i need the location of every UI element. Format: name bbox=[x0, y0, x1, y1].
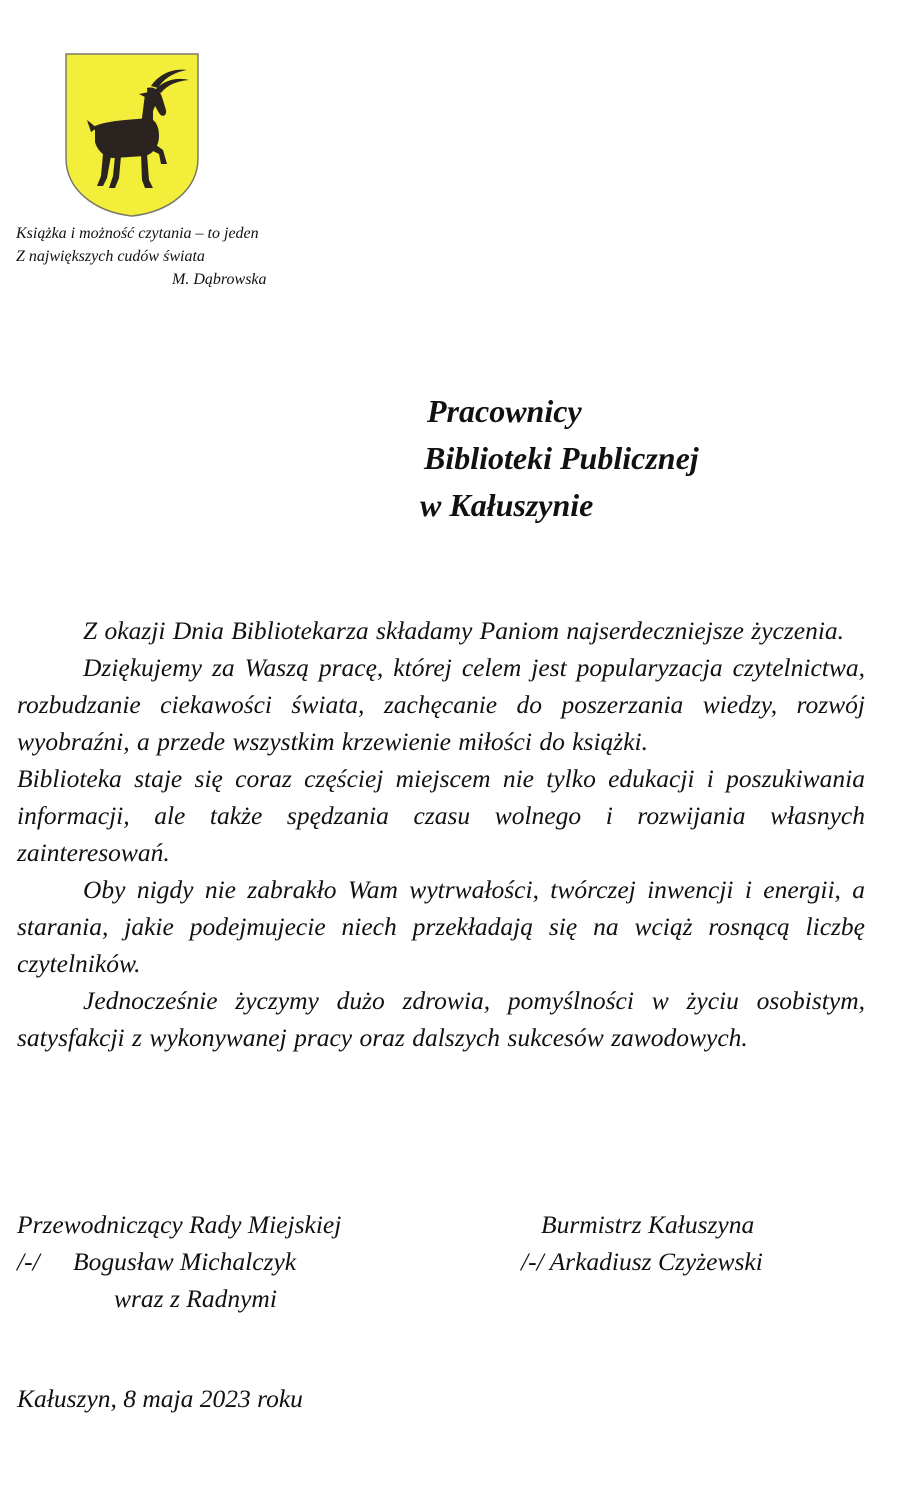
signature-left-with: wraz z Radnymi bbox=[114, 1284, 277, 1313]
addressee-heading bbox=[418, 388, 838, 529]
addressee-line-3: w Kałuszynie bbox=[420, 487, 594, 523]
motto-quote bbox=[16, 222, 316, 291]
quote-line-1: Książka i możność czytania – to jeden bbox=[16, 225, 259, 242]
signature-mayor bbox=[521, 1206, 865, 1280]
quote-author: M. Dąbrowska bbox=[172, 271, 267, 288]
body-paragraph-4: Oby nigdy nie zabrakło Wam wytrwałości, twórczej inwencji i energii, a starania, jakie podejmujecie niech przekładają się na wciąż rosnącą liczbę czytelników. bbox=[17, 875, 865, 978]
body-paragraph-1: Z okazji Dnia Bibliotekarza składamy Paniom najserdeczniejsze życzenia. bbox=[83, 616, 845, 645]
body-paragraph-5: Jednocześnie życzymy dużo zdrowia, pomyślności w życiu osobistym, satysfakcji z wykonywanej pracy oraz dalszych sukcesów zawodowych. bbox=[17, 986, 865, 1052]
signature-right-name: /-/ Arkadiusz Czyżewski bbox=[521, 1247, 763, 1276]
quote-line-2: Z największych cudów świata bbox=[16, 248, 205, 265]
body-paragraph-2: Dziękujemy za Waszą pracę, której celem jest popularyzacja czytelnictwa, rozbudzanie ciekawości świata, zachęcanie do poszerzania wiedzy, rozwój wyobraźni, a przede wszystkim krzewienie miłości do książki. bbox=[17, 653, 865, 756]
addressee-line-2: Biblioteki Publicznej bbox=[424, 440, 699, 476]
addressee-line-1: Pracownicy bbox=[427, 393, 582, 429]
signature-left-title: Przewodniczący Rady Miejskiej bbox=[17, 1210, 342, 1239]
signature-council-chairman bbox=[17, 1206, 497, 1317]
signature-left-mark: /-/ bbox=[17, 1247, 40, 1276]
letter-body bbox=[17, 612, 865, 1056]
body-paragraph-3: Biblioteka staje się coraz częściej miejscem nie tylko edukacji i poszukiwania informacji, ale także spędzania czasu wolnego i rozwijania własnych zainteresowań. bbox=[17, 764, 865, 867]
goat-coat-of-arms-icon bbox=[63, 50, 201, 220]
signature-left-name: Bogusław Michalczyk bbox=[73, 1247, 297, 1276]
signature-right-title: Burmistrz Kałuszyna bbox=[541, 1210, 755, 1239]
letter-date: Kałuszyn, 8 maja 2023 roku bbox=[17, 1384, 303, 1413]
signature-left-name-line bbox=[17, 1243, 497, 1280]
